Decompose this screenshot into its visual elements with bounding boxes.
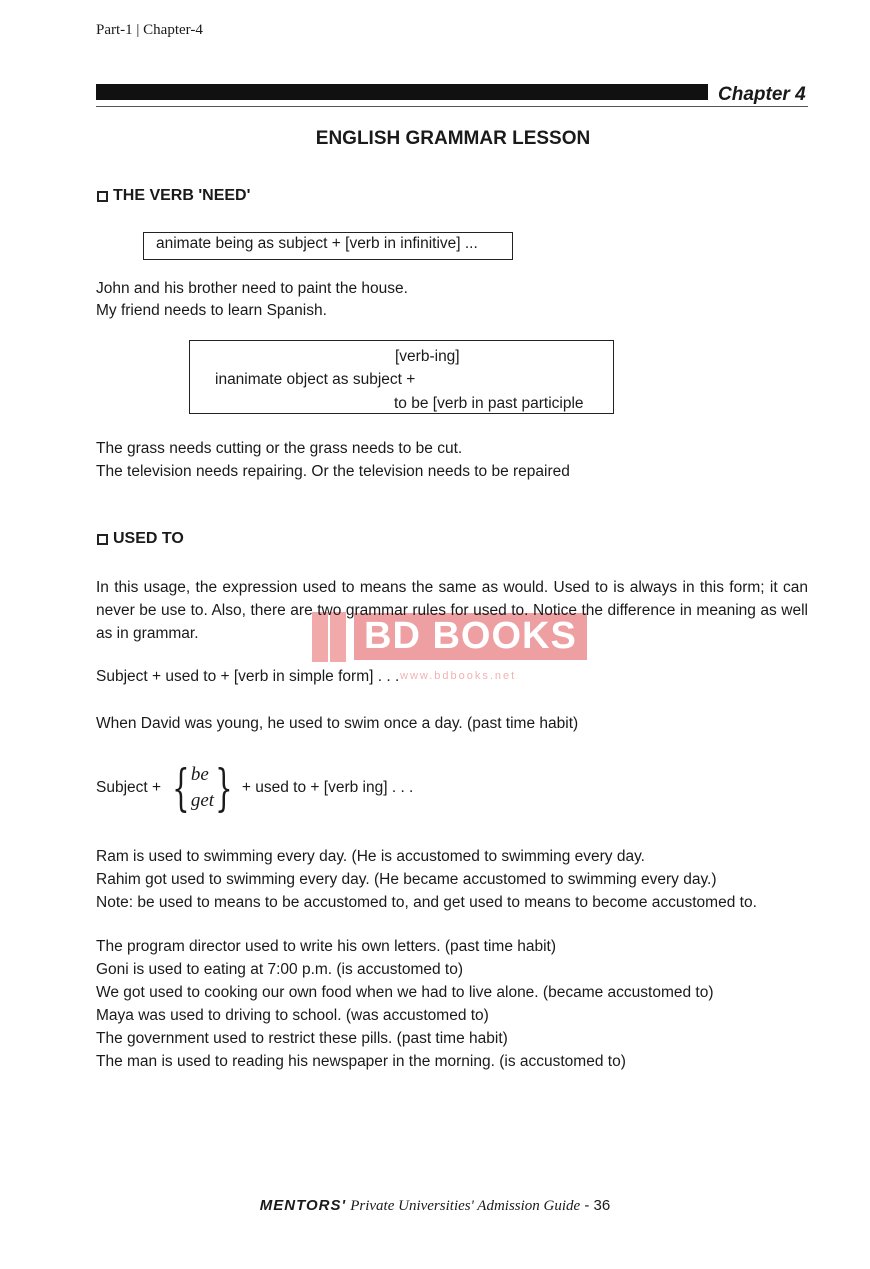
checkbox-bullet-icon	[97, 534, 108, 545]
right-brace-icon: }	[215, 759, 233, 817]
footer-brand: MENTORS'	[259, 1197, 347, 1214]
left-brace-icon: {	[172, 759, 190, 817]
intro-paragraph: In this usage, the expression used to means the same as would. Used to is always in this form; it can never be use to. Also, there are two grammar rules for used to. Notice the difference in meaning as well as in grammar.	[96, 579, 808, 642]
page-title: ENGLISH GRAMMAR LESSON	[315, 128, 591, 149]
page-number: - 36	[584, 1197, 611, 1214]
formula-verb-ing: [verb-ing]	[395, 348, 460, 365]
formula-box-animate: animate being as subject + [verb in infinitive] ...	[143, 232, 513, 260]
formula-prefix: Subject +	[96, 779, 162, 796]
watermark-url: www.bdbooks.net	[400, 670, 517, 682]
example-line: The man is used to reading his newspaper in the morning. (is accustomed to)	[96, 1053, 626, 1070]
example-line: Ram is used to swimming every day. (He is accustomed to swimming every day.	[96, 848, 645, 865]
example-line: My friend needs to learn Spanish.	[96, 302, 327, 319]
section-heading-need	[97, 187, 250, 205]
example-line: The grass needs cutting or the grass needs to be cut.	[96, 440, 463, 457]
section-heading-used-to	[97, 530, 184, 548]
option-be: be	[190, 764, 209, 785]
section-heading-label: THE VERB 'NEED'	[113, 187, 251, 204]
watermark-text: BD BOOKS	[354, 613, 587, 660]
formula-simple-form: Subject + used to + [verb in simple form] . . .	[96, 668, 400, 685]
example-line: The government used to restrict these pills. (past time habit)	[96, 1030, 508, 1047]
example-line: The television needs repairing. Or the television needs to be repaired	[96, 463, 570, 480]
formula-suffix: + used to + [verb ing] . . .	[241, 779, 414, 796]
example-line: John and his brother need to paint the house.	[96, 280, 408, 297]
breadcrumb: Part-1 | Chapter-4	[96, 22, 203, 38]
chapter-label: Chapter 4	[718, 84, 806, 105]
page-footer	[0, 1197, 870, 1215]
example-line: The program director used to write his own letters. (past time habit)	[96, 938, 557, 955]
example-line: Rahim got used to swimming every day. (He became accustomed to swimming every day.)	[96, 871, 717, 888]
example-line: We got used to cooking our own food when we had to live alone. (became accustomed to)	[96, 984, 714, 1001]
checkbox-bullet-icon	[97, 191, 108, 202]
example-line: Goni is used to eating at 7:00 p.m. (is accustomed to)	[96, 961, 464, 978]
formula-inanimate-subject: inanimate object as subject +	[215, 371, 416, 388]
formula-options	[191, 762, 214, 814]
example-line: Maya was used to driving to school. (was accustomed to)	[96, 1007, 489, 1024]
note-line: Note: be used to means to be accustomed to, and get used to means to become accustomed to.	[96, 894, 757, 911]
formula-box-inanimate	[189, 340, 614, 414]
header-bar	[96, 84, 708, 100]
formula-be-get	[96, 759, 414, 817]
footer-text: Private Universities' Admission Guide	[350, 1198, 581, 1214]
option-get: get	[190, 790, 215, 811]
example-line: When David was young, he used to swim once a day. (past time habit)	[96, 715, 579, 732]
header-rule	[96, 106, 808, 107]
section-heading-label: USED TO	[113, 530, 184, 547]
formula-past-participle: to be [verb in past participle	[394, 395, 584, 412]
